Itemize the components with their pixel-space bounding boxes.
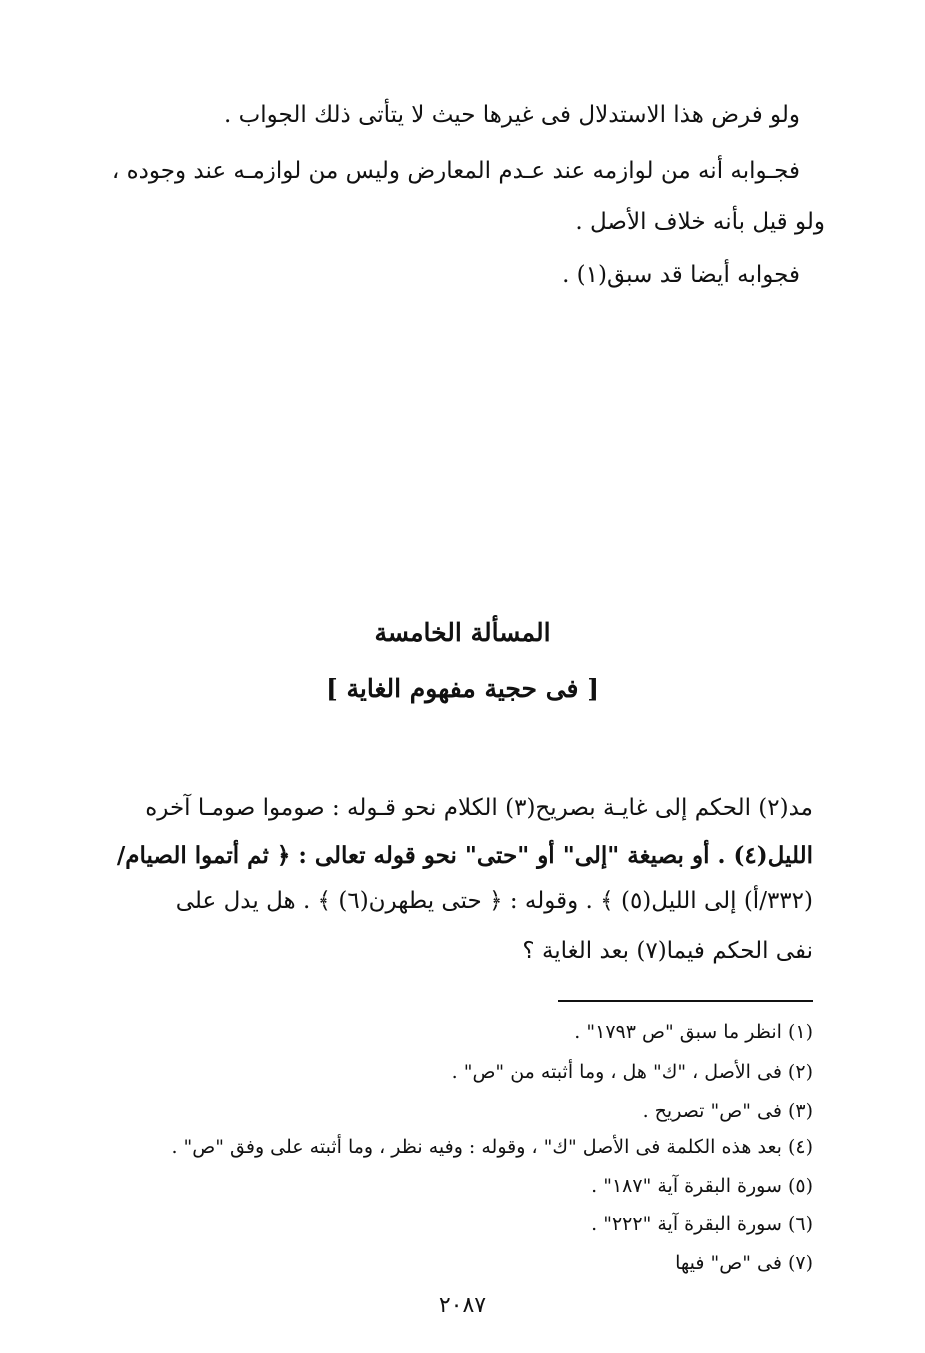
footnote-2: (٢) فى الأصل ، "ك" هل ، وما أثبته من "ص" . — [451, 1061, 813, 1083]
footnote-6: (٦) سورة البقرة آية "٢٢٢" . — [591, 1213, 813, 1235]
body-paragraph-line-1: مد(٢) الحكم إلى غايـة بصريح(٣) الكلام نحو قـوله : صوموا صومـا آخره — [145, 795, 813, 821]
footnote-7: (٧) فى "ص" فيها — [675, 1252, 813, 1274]
footnote-4: (٤) بعد هذه الكلمة فى الأصل "ك" ، وقوله : وفيه نظر ، وما أثبته على وفق "ص" . — [171, 1136, 813, 1158]
section-title: المسألة الخامسة — [374, 618, 551, 647]
body-paragraph-line-3: (٣٣٢/أ) إلى الليل(٥) ﴾ . وقوله : ﴿ حتى يطهرن(٦) ﴾ . هل يدل على — [175, 888, 813, 914]
body-paragraph-line-2: الليل(٤) . أو بصيغة "إلى" أو "حتى" نحو قوله تعالى : ﴿ ثم أتموا الصيام/ — [116, 842, 813, 869]
section-subtitle: [ فى حجية مفهوم الغاية ] — [325, 674, 600, 703]
top-paragraph-line-2: فجـوابه أنه من لوازمه عند عـدم المعارض وليس من لوازمـه عند وجوده ، — [111, 158, 800, 184]
footnote-1: (١) انظر ما سبق "ص ١٧٩٣" . — [574, 1021, 813, 1043]
body-paragraph-line-4: نفى الحكم فيما(٧) بعد الغاية ؟ — [522, 938, 813, 964]
footnote-3: (٣) فى "ص" تصريح . — [642, 1100, 813, 1122]
page-number: ٢٠٨٧ — [438, 1293, 487, 1318]
top-paragraph-line-3: ولو قيل بأنه خلاف الأصل . — [575, 209, 825, 235]
top-paragraph-line-4: فجوابه أيضا قد سبق(١) . — [562, 262, 800, 288]
top-paragraph-line-1: ولو فرض هذا الاستدلال فى غيرها حيث لا يتأتى ذلك الجواب . — [224, 102, 800, 128]
footnote-separator — [558, 1000, 813, 1002]
footnote-5: (٥) سورة البقرة آية "١٨٧" . — [591, 1175, 813, 1197]
